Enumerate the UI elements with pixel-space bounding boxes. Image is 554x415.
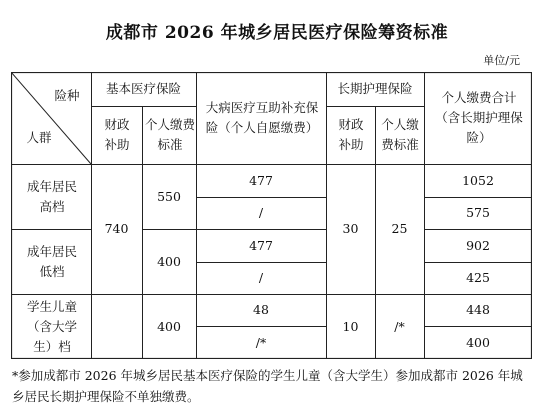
basic-personal-value: 400	[157, 253, 181, 269]
total-value: 902	[466, 237, 490, 253]
ltc-header: 长期护理保险	[337, 81, 413, 96]
critical-value: 477	[249, 172, 273, 188]
ltc-fiscal-student: 10	[342, 318, 359, 334]
document-title: 成都市 2026 年城乡居民医疗保险筹资标准	[105, 23, 449, 43]
total-value: 1052	[462, 172, 494, 188]
basic-fiscal-adult: 740	[104, 221, 129, 236]
total-header: 个人缴费合计（含长期护理保险）	[435, 90, 523, 145]
total-value: 575	[466, 205, 490, 220]
ltc-personal-header: 个人缴费标准	[381, 117, 419, 152]
corner-population-label: 人群	[26, 130, 52, 145]
group-label: 成年居民高档	[26, 178, 77, 214]
ltc-fiscal-adult: 30	[342, 221, 359, 236]
ltc-personal-student: /*	[394, 318, 405, 334]
basic-personal-value: 400	[157, 318, 181, 334]
unit-label: 单位/元	[483, 54, 520, 67]
critical-value: /*	[255, 334, 267, 350]
critical-value: 477	[249, 237, 273, 253]
funding-standard-table	[11, 72, 532, 359]
group-label: 学生儿童（含大学生）档	[26, 298, 77, 354]
critical-value: /	[258, 270, 264, 285]
critical-value: 48	[253, 302, 269, 317]
footnote: *参加成都市 2026 年城乡居民基本医疗保险的学生儿童（含大学生）参加成都市 2026 年城乡居民长期护理保险不单独缴费。	[12, 368, 523, 404]
critical-value: /	[258, 205, 264, 220]
total-value: 448	[466, 302, 490, 317]
basic-medical-header: 基本医疗保险	[105, 81, 181, 96]
ltc-fiscal-header: 财政补助	[338, 117, 364, 152]
total-value: 400	[466, 334, 490, 350]
ltc-personal-adult: 25	[391, 221, 408, 236]
group-label: 成年居民低档	[26, 243, 77, 279]
corner-insurance-label: 险种	[54, 88, 80, 103]
basic-personal-header: 个人缴费标准	[145, 117, 196, 152]
basic-fiscal-header: 财政补助	[104, 117, 130, 152]
critical-illness-header: 大病医疗互助补充保险（个人自愿缴费）	[205, 100, 319, 135]
total-value: 425	[466, 270, 490, 285]
basic-personal-value: 550	[157, 188, 181, 204]
